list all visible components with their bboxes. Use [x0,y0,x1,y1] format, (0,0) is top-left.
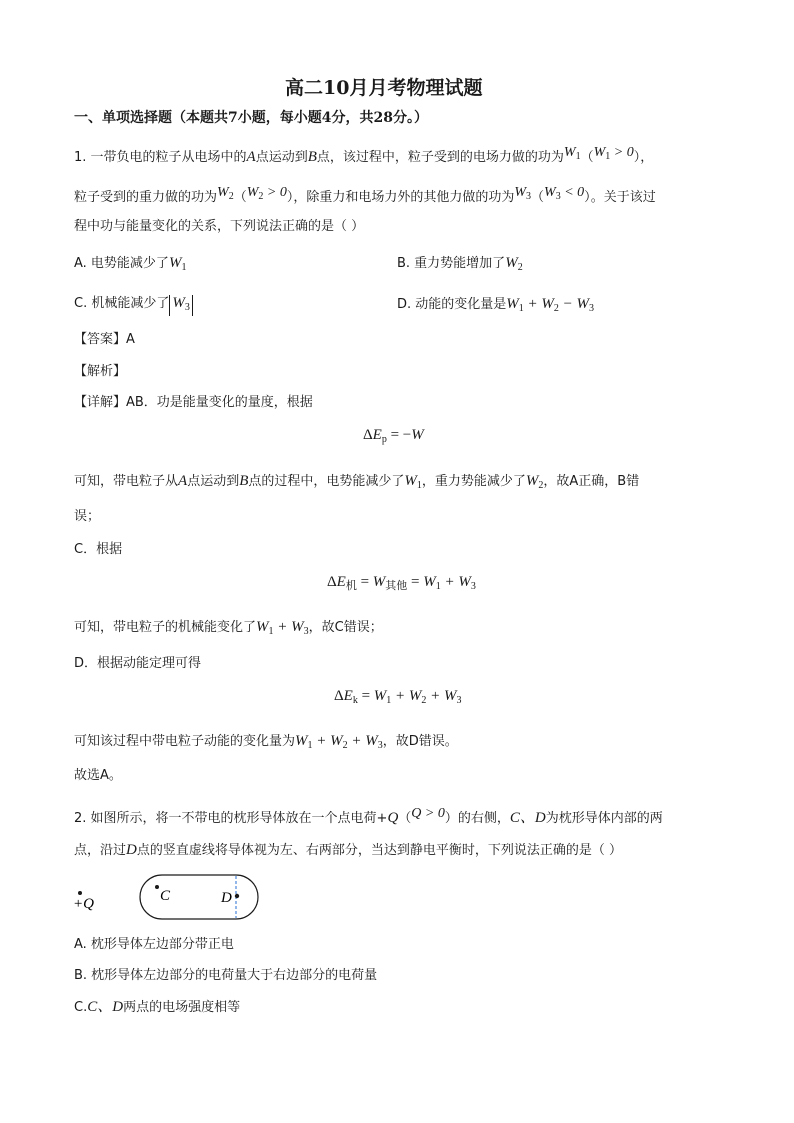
point-c-label: C [160,888,171,904]
q1-option-d: D. 动能的变化量是$W_1 + W_2 - W_3$ [397,296,595,314]
page-title: 高二10月月考物理试题 [285,77,483,99]
q1-detail: 【详解】AB．功是能量变化的量度，根据 [74,395,313,410]
q2-stem-line2: 点，沿过D点的竖直虚线将导体视为左、右两部分，当达到静电平衡时，下列说法正确的是（ ） [74,842,622,858]
q1-analysis-label: 【解析】 [74,364,127,379]
q1-conclusion: 故选A。 [74,768,122,783]
point-d-label: D [221,890,232,906]
point-charge-dot [78,891,82,895]
q1-para-2: 可知，带电粒子的机械能变化了$W_1 + W_3$，故C错误； [74,619,383,637]
q1-stem-line2: 粒子受到的重力做的功为$W_2(W_2 > 0)$，除重力和电场力外的其他力做的功为$W_3(W_3 < 0)$。关于该过 [74,185,656,205]
q1-para-1: 可知，带电粒子从A点运动到B点的过程中，电势能减少了$W_1$，重力势能减少了$W_2$，故A正确，B错 [74,473,640,491]
q1-equation-1: $\Delta E_p = -W$ [363,427,424,445]
q1-stem-line1: 1. 一带负电的粒子从电场中的A点运动到B点，该过程中，粒子受到的电场力做的功为$W_1(W_1 > 0)$， [74,145,654,165]
q1-d-head: D．根据动能定理可得 [74,656,202,671]
q1-equation-2: $\Delta E_机 = W_{其他} = W_1 + W_3$ [327,574,476,592]
q1-option-c: C. 机械能减少了 $W_3$ [74,294,193,316]
section-heading: 一、单项选择题（本题共7小题，每小题4分，共28分。） [74,110,428,126]
q1-option-b: B. 重力势能增加了$W_2$ [397,255,523,273]
q1-para-1-cont: 误； [74,509,101,524]
q1-para-3: 可知该过程中带电粒子动能的变化量为$W_1 + W_2 + W_3$，故D错误。 [74,733,458,751]
q1-stem-line3: 程中功与能量变化的关系，下列说法正确的是（ ） [74,219,365,234]
q2-stem-line1: 2. 如图所示，将一不带电的枕形导体放在一个点电荷+Q（Q > 0）的右侧，C、D为枕形导体内部的两 [74,806,663,826]
pillow-conductor [140,875,258,919]
q1-option-a: A. 电势能减少了$W_1$ [74,255,187,273]
q2-figure [70,870,270,922]
q2-option-b: B. 枕形导体左边部分的电荷量大于右边部分的电荷量 [74,968,378,983]
point-c-dot [155,885,159,889]
q1-answer: 【答案】A [74,332,135,347]
point-charge-label: +Q [73,896,94,912]
q1-equation-3: $\Delta E_k = W_1 + W_2 + W_3$ [334,688,462,706]
q2-option-c: C.C、D两点的电场强度相等 [74,999,241,1015]
q2-option-a: A. 枕形导体左边部分带正电 [74,937,234,952]
q1-c-head: C．根据 [74,542,123,557]
point-d-dot [235,894,239,898]
